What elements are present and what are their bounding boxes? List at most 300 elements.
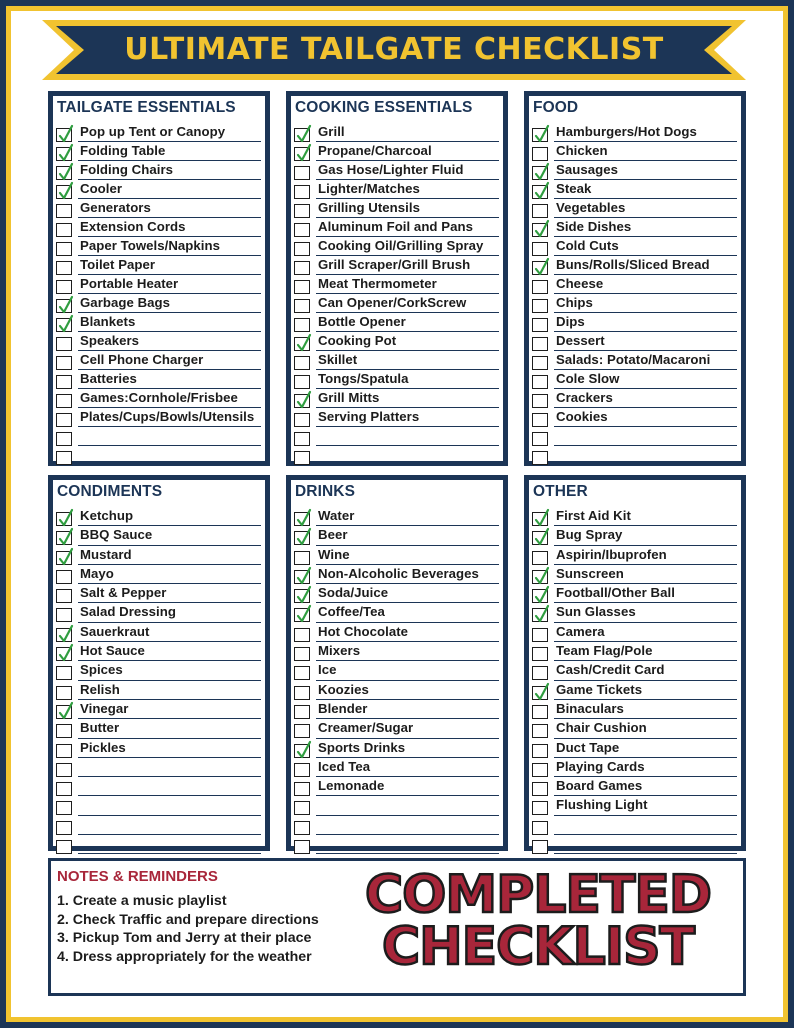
- checkbox[interactable]: [56, 628, 72, 642]
- checklist-item[interactable]: [532, 295, 737, 314]
- checklist-item[interactable]: [56, 817, 261, 836]
- item-label: Wine: [318, 546, 350, 562]
- checkbox[interactable]: [532, 608, 548, 622]
- item-underline: [554, 426, 737, 427]
- checkbox[interactable]: [56, 782, 72, 796]
- checkbox[interactable]: [56, 589, 72, 603]
- checklist-item[interactable]: [56, 371, 261, 390]
- checklist-item[interactable]: [294, 124, 499, 143]
- checklist-item[interactable]: [294, 181, 499, 200]
- item-label: Playing Cards: [556, 758, 645, 774]
- checkbox[interactable]: [532, 128, 548, 142]
- item-label: Ketchup: [80, 508, 134, 523]
- checklist-item[interactable]: [294, 352, 499, 371]
- checkbox[interactable]: [56, 763, 72, 777]
- checklist-item[interactable]: [294, 585, 499, 604]
- item-underline: [316, 255, 499, 256]
- checklist-item[interactable]: [56, 778, 261, 797]
- checkbox[interactable]: [294, 204, 310, 218]
- checklist-item[interactable]: [294, 527, 499, 546]
- item-underline: [78, 217, 261, 218]
- checklist-item[interactable]: [56, 314, 261, 333]
- item-label: Beer: [318, 527, 348, 543]
- item-label: Cooler: [80, 181, 123, 196]
- checkbox[interactable]: [532, 166, 548, 180]
- item-label: Toilet Paper: [80, 257, 156, 272]
- checklist-item[interactable]: [294, 295, 499, 314]
- checkmark-icon: [58, 547, 74, 567]
- checklist-item[interactable]: [532, 276, 737, 295]
- checklist-item[interactable]: [532, 759, 737, 778]
- checklist-item[interactable]: [56, 238, 261, 257]
- checkbox[interactable]: [294, 451, 310, 465]
- checkbox[interactable]: [532, 413, 548, 427]
- checklist-item[interactable]: [56, 124, 261, 143]
- checkmark-icon: [58, 643, 74, 663]
- checklist-item[interactable]: [294, 701, 499, 720]
- checkbox[interactable]: [294, 356, 310, 370]
- item-underline: [554, 464, 737, 465]
- checkbox[interactable]: [532, 451, 548, 465]
- checklist-item[interactable]: [56, 352, 261, 371]
- checklist-item[interactable]: [56, 759, 261, 778]
- checklist-item[interactable]: [56, 219, 261, 238]
- checklist-item[interactable]: [532, 181, 737, 200]
- checkmark-icon: [534, 219, 550, 239]
- checklist-item[interactable]: [294, 720, 499, 739]
- checkbox[interactable]: [532, 531, 548, 545]
- item-label: Blankets: [80, 314, 136, 329]
- checkbox[interactable]: [532, 356, 548, 370]
- item-underline: [78, 179, 261, 180]
- checkbox[interactable]: [56, 840, 72, 854]
- checkbox[interactable]: [294, 318, 310, 332]
- item-underline: [78, 622, 261, 623]
- checklist-item[interactable]: [532, 447, 737, 466]
- checklist-item[interactable]: [56, 333, 261, 352]
- checkbox[interactable]: [294, 185, 310, 199]
- checklist-item[interactable]: [532, 817, 737, 836]
- checkbox[interactable]: [56, 413, 72, 427]
- checkbox[interactable]: [56, 512, 72, 526]
- checklist-item[interactable]: [56, 162, 261, 181]
- checkbox[interactable]: [532, 375, 548, 389]
- checkbox[interactable]: [532, 299, 548, 313]
- checkbox[interactable]: [294, 242, 310, 256]
- item-label: Generators: [80, 200, 151, 215]
- checkbox[interactable]: [532, 337, 548, 351]
- checkbox[interactable]: [532, 185, 548, 199]
- checkbox[interactable]: [532, 686, 548, 700]
- item-label: Dessert: [556, 333, 605, 348]
- checklist-item[interactable]: [294, 624, 499, 643]
- checkbox[interactable]: [294, 413, 310, 427]
- checklist-item[interactable]: [532, 701, 737, 720]
- checkbox[interactable]: [294, 166, 310, 180]
- item-underline: [554, 602, 737, 603]
- checkmark-icon: [58, 314, 74, 334]
- checkbox[interactable]: [56, 432, 72, 446]
- checkbox[interactable]: [56, 451, 72, 465]
- checkbox[interactable]: [532, 261, 548, 275]
- checkbox[interactable]: [56, 147, 72, 161]
- section-food: [524, 91, 746, 466]
- item-label: Water: [318, 508, 355, 523]
- checkbox[interactable]: [294, 686, 310, 700]
- item-label: Vegetables: [556, 200, 626, 215]
- checkbox[interactable]: [56, 223, 72, 237]
- checklist-item[interactable]: [56, 701, 261, 720]
- checkbox[interactable]: [56, 744, 72, 758]
- checklist-item[interactable]: [532, 390, 737, 409]
- checkbox[interactable]: [532, 705, 548, 719]
- checklist-item[interactable]: [56, 662, 261, 681]
- checklist-item[interactable]: [56, 604, 261, 623]
- section-cooking-essentials: [286, 91, 508, 466]
- checklist-item[interactable]: [294, 276, 499, 295]
- checkmark-icon: [58, 624, 74, 644]
- item-label: Propane/Charcoal: [318, 143, 432, 158]
- checklist-item[interactable]: [532, 662, 737, 681]
- item-label: Team Flag/Pole: [556, 643, 653, 659]
- checkbox[interactable]: [56, 356, 72, 370]
- item-label: Ice: [318, 662, 337, 678]
- item-label: Salad Dressing: [80, 604, 176, 620]
- checklist-item[interactable]: [294, 797, 499, 816]
- checklist-item[interactable]: [56, 566, 261, 585]
- item-underline: [316, 795, 499, 796]
- checklist-item[interactable]: [56, 682, 261, 701]
- checklist-item[interactable]: [294, 643, 499, 662]
- checkbox[interactable]: [56, 686, 72, 700]
- checkbox[interactable]: [294, 705, 310, 719]
- item-label: Sun Glasses: [556, 604, 636, 620]
- item-underline: [316, 141, 499, 142]
- checklist-item[interactable]: [56, 200, 261, 219]
- section-drinks: [286, 475, 508, 851]
- checklist-item[interactable]: [56, 276, 261, 295]
- checklist-item[interactable]: [56, 720, 261, 739]
- checklist-item[interactable]: [532, 200, 737, 219]
- checklist-item[interactable]: [294, 333, 499, 352]
- checklist-item[interactable]: [56, 257, 261, 276]
- item-underline: [78, 699, 261, 700]
- checklist-item[interactable]: [532, 547, 737, 566]
- checkbox[interactable]: [294, 744, 310, 758]
- checkbox[interactable]: [56, 647, 72, 661]
- checkbox[interactable]: [56, 128, 72, 142]
- checkbox[interactable]: [56, 185, 72, 199]
- item-label: Bottle Opener: [318, 314, 406, 329]
- checkbox[interactable]: [294, 628, 310, 642]
- checklist-item[interactable]: [56, 390, 261, 409]
- checklist-item[interactable]: [532, 409, 737, 428]
- checkbox[interactable]: [294, 666, 310, 680]
- checklist-item[interactable]: [532, 720, 737, 739]
- checklist-item[interactable]: [294, 566, 499, 585]
- item-underline: [78, 255, 261, 256]
- item-underline: [316, 426, 499, 427]
- item-label: Lighter/Matches: [318, 181, 420, 196]
- item-underline: [78, 776, 261, 777]
- checklist-item[interactable]: [532, 219, 737, 238]
- item-underline: [78, 545, 261, 546]
- checklist-item[interactable]: [294, 836, 499, 855]
- item-underline: [554, 236, 737, 237]
- item-label: Duct Tape: [556, 739, 620, 755]
- checklist-item[interactable]: [294, 219, 499, 238]
- checklist-item[interactable]: [294, 759, 499, 778]
- checkbox[interactable]: [294, 724, 310, 738]
- checkmark-icon: [296, 143, 312, 163]
- item-underline: [554, 369, 737, 370]
- section-title: DRINKS: [295, 483, 356, 500]
- checklist-item[interactable]: [532, 352, 737, 371]
- checkbox[interactable]: [532, 666, 548, 680]
- checklist-item[interactable]: [532, 604, 737, 623]
- checkbox[interactable]: [294, 608, 310, 622]
- item-underline: [78, 407, 261, 408]
- checkbox[interactable]: [532, 512, 548, 526]
- checkbox[interactable]: [56, 280, 72, 294]
- checklist-item[interactable]: [56, 797, 261, 816]
- checkbox[interactable]: [56, 299, 72, 313]
- checklist-item[interactable]: [56, 143, 261, 162]
- checklist-item[interactable]: [56, 409, 261, 428]
- checkbox[interactable]: [294, 280, 310, 294]
- checklist-item[interactable]: [294, 143, 499, 162]
- checklist-item[interactable]: [294, 238, 499, 257]
- item-label: Hamburgers/Hot Dogs: [556, 124, 697, 139]
- item-underline: [554, 834, 737, 835]
- checkbox[interactable]: [532, 280, 548, 294]
- checkbox[interactable]: [56, 204, 72, 218]
- checkbox[interactable]: [56, 801, 72, 815]
- checklist-item[interactable]: [56, 508, 261, 527]
- checkbox[interactable]: [532, 589, 548, 603]
- checklist-item[interactable]: [294, 740, 499, 759]
- checkmark-icon: [534, 527, 550, 547]
- checkbox[interactable]: [294, 261, 310, 275]
- checkbox[interactable]: [294, 512, 310, 526]
- checkbox[interactable]: [56, 318, 72, 332]
- checkbox[interactable]: [56, 608, 72, 622]
- checkbox[interactable]: [532, 763, 548, 777]
- checkbox[interactable]: [532, 821, 548, 835]
- checklist-item[interactable]: [294, 817, 499, 836]
- checkbox[interactable]: [532, 394, 548, 408]
- checkbox[interactable]: [532, 647, 548, 661]
- checklist-item[interactable]: [294, 409, 499, 428]
- section-title: CONDIMENTS: [57, 483, 163, 500]
- checkbox[interactable]: [56, 570, 72, 584]
- stamp-line-1: COMPLETED: [364, 865, 712, 925]
- checklist-item[interactable]: [532, 740, 737, 759]
- checkbox[interactable]: [294, 223, 310, 237]
- item-label: Chips: [556, 295, 593, 310]
- checklist-item[interactable]: [56, 585, 261, 604]
- checkbox[interactable]: [294, 570, 310, 584]
- checklist-item[interactable]: [294, 447, 499, 466]
- checklist-item[interactable]: [532, 428, 737, 447]
- checklist-item[interactable]: [532, 682, 737, 701]
- item-label: Pickles: [80, 739, 126, 755]
- checklist-item[interactable]: [532, 508, 737, 527]
- item-underline: [78, 795, 261, 796]
- item-underline: [316, 369, 499, 370]
- checkbox[interactable]: [56, 705, 72, 719]
- checkbox[interactable]: [532, 147, 548, 161]
- checkbox[interactable]: [56, 551, 72, 565]
- checklist-item[interactable]: [532, 371, 737, 390]
- checklist-item[interactable]: [294, 662, 499, 681]
- item-underline: [554, 699, 737, 700]
- checklist-item[interactable]: [56, 624, 261, 643]
- checkbox[interactable]: [294, 147, 310, 161]
- checklist-item[interactable]: [532, 778, 737, 797]
- checkbox[interactable]: [294, 432, 310, 446]
- checklist-item[interactable]: [532, 624, 737, 643]
- checklist-item[interactable]: [532, 836, 737, 855]
- checklist-item[interactable]: [532, 162, 737, 181]
- checkbox[interactable]: [294, 531, 310, 545]
- checklist-item[interactable]: [294, 257, 499, 276]
- checkmark-icon: [534, 181, 550, 201]
- checkbox[interactable]: [532, 801, 548, 815]
- checkbox[interactable]: [56, 724, 72, 738]
- checkbox[interactable]: [56, 666, 72, 680]
- checklist-item[interactable]: [532, 238, 737, 257]
- checklist-item[interactable]: [294, 200, 499, 219]
- checklist-item[interactable]: [294, 508, 499, 527]
- checklist-item[interactable]: [56, 740, 261, 759]
- checklist-item[interactable]: [294, 682, 499, 701]
- item-underline: [316, 757, 499, 758]
- checkbox[interactable]: [532, 840, 548, 854]
- checklist-item[interactable]: [532, 257, 737, 276]
- checklist-item[interactable]: [56, 181, 261, 200]
- checkbox[interactable]: [294, 299, 310, 313]
- stamp-line-2: CHECKLIST: [381, 917, 695, 977]
- checklist-item[interactable]: [532, 643, 737, 662]
- checkbox[interactable]: [56, 337, 72, 351]
- checkmark-icon: [534, 124, 550, 144]
- checkbox[interactable]: [532, 318, 548, 332]
- checkbox[interactable]: [56, 531, 72, 545]
- checkbox[interactable]: [56, 394, 72, 408]
- checklist-item[interactable]: [532, 797, 737, 816]
- item-underline: [78, 350, 261, 351]
- notes-title: NOTES & REMINDERS: [57, 868, 218, 885]
- checklist-items: [294, 508, 499, 855]
- item-underline: [78, 834, 261, 835]
- checkbox[interactable]: [532, 628, 548, 642]
- item-label: Pop up Tent or Canopy: [80, 124, 226, 139]
- checklist-item[interactable]: [294, 314, 499, 333]
- checkbox[interactable]: [294, 647, 310, 661]
- checkbox[interactable]: [294, 763, 310, 777]
- checkmark-icon: [534, 604, 550, 624]
- checklist-item[interactable]: [294, 371, 499, 390]
- item-label: Folding Chairs: [80, 162, 174, 177]
- checklist-items: [56, 508, 261, 855]
- checkbox[interactable]: [294, 782, 310, 796]
- checklist-item[interactable]: [532, 566, 737, 585]
- checklist-item[interactable]: [294, 778, 499, 797]
- checkbox[interactable]: [532, 432, 548, 446]
- item-underline: [316, 699, 499, 700]
- checklist-item[interactable]: [294, 162, 499, 181]
- checkbox[interactable]: [56, 261, 72, 275]
- checkbox[interactable]: [56, 821, 72, 835]
- item-underline: [554, 312, 737, 313]
- checkbox[interactable]: [294, 337, 310, 351]
- checkbox[interactable]: [532, 223, 548, 237]
- checklist-item[interactable]: [532, 585, 737, 604]
- item-label: Bug Spray: [556, 527, 623, 543]
- checklist-item[interactable]: [532, 124, 737, 143]
- checklist-item[interactable]: [294, 390, 499, 409]
- checkbox[interactable]: [532, 570, 548, 584]
- checklist-item[interactable]: [56, 643, 261, 662]
- checklist-item[interactable]: [294, 547, 499, 566]
- checkbox[interactable]: [294, 394, 310, 408]
- item-label: Soda/Juice: [318, 585, 389, 601]
- checkbox[interactable]: [532, 782, 548, 796]
- checkbox[interactable]: [56, 375, 72, 389]
- checkbox[interactable]: [532, 242, 548, 256]
- item-underline: [554, 622, 737, 623]
- checkbox[interactable]: [532, 744, 548, 758]
- checkbox[interactable]: [294, 821, 310, 835]
- checkbox[interactable]: [56, 166, 72, 180]
- item-label: Mayo: [80, 565, 114, 581]
- checklist-item[interactable]: [294, 604, 499, 623]
- item-underline: [78, 198, 261, 199]
- checkbox[interactable]: [294, 589, 310, 603]
- checklist-item[interactable]: [56, 547, 261, 566]
- checkbox[interactable]: [532, 724, 548, 738]
- item-underline: [316, 350, 499, 351]
- checkbox[interactable]: [294, 801, 310, 815]
- checklist-item[interactable]: [294, 428, 499, 447]
- checklist-item[interactable]: [56, 527, 261, 546]
- checklist-item[interactable]: [532, 314, 737, 333]
- note-item: 2. Check Traffic and prepare directions: [57, 911, 319, 928]
- checkbox[interactable]: [294, 375, 310, 389]
- checkmark-icon: [534, 585, 550, 605]
- checklist-item[interactable]: [56, 836, 261, 855]
- item-label: Steak: [556, 181, 592, 196]
- checklist-item[interactable]: [532, 527, 737, 546]
- checklist-item[interactable]: [532, 333, 737, 352]
- item-label: Side Dishes: [556, 219, 632, 234]
- checklist-item[interactable]: [532, 143, 737, 162]
- item-label: Mixers: [318, 643, 361, 659]
- checkbox[interactable]: [532, 551, 548, 565]
- item-label: Games:Cornhole/Frisbee: [80, 390, 238, 405]
- checkbox[interactable]: [294, 551, 310, 565]
- checkbox[interactable]: [532, 204, 548, 218]
- checklist-item[interactable]: [56, 295, 261, 314]
- item-underline: [78, 236, 261, 237]
- checklist-item[interactable]: [56, 447, 261, 466]
- checkbox[interactable]: [56, 242, 72, 256]
- checkbox[interactable]: [294, 840, 310, 854]
- checklist-item[interactable]: [56, 428, 261, 447]
- item-label: Iced Tea: [318, 758, 371, 774]
- checkbox[interactable]: [294, 128, 310, 142]
